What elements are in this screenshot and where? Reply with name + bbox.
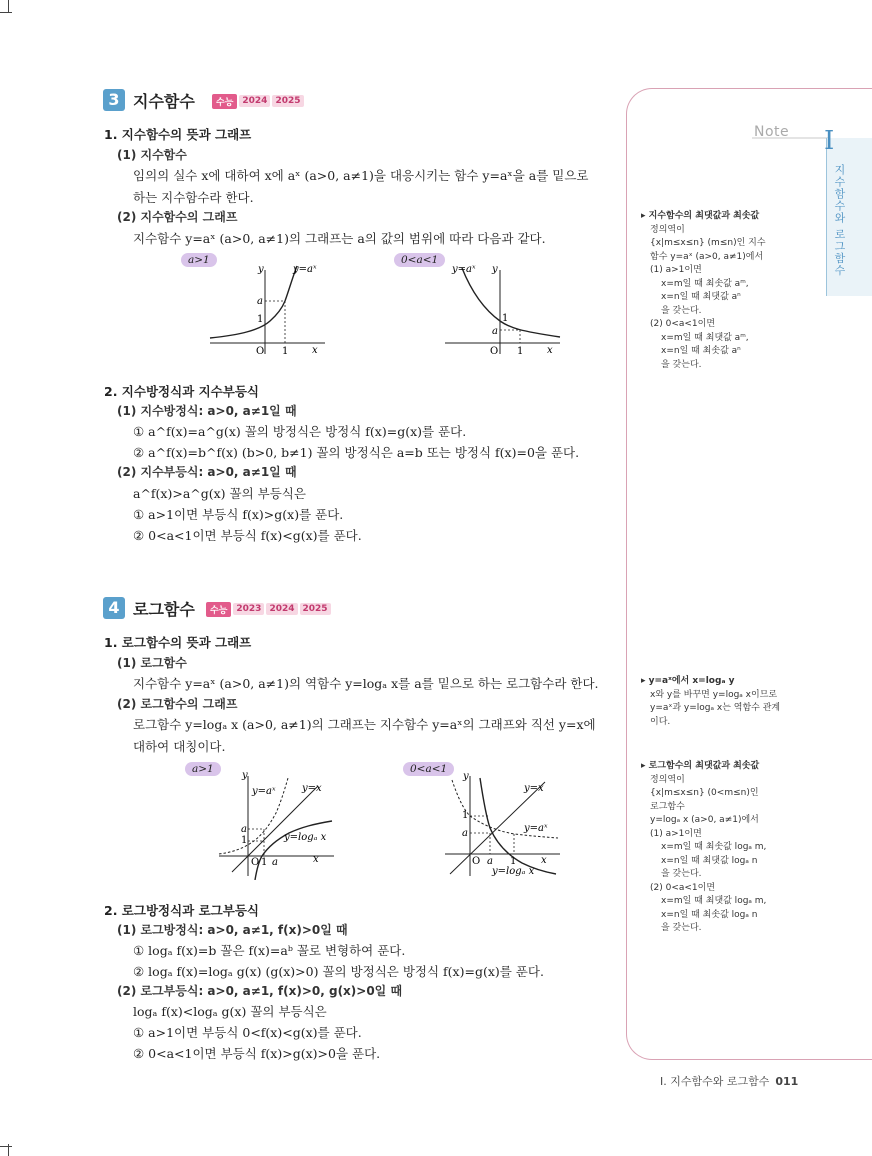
paragraph-line: logₐ f(x)<logₐ g(x) 꼴의 부등식은 xyxy=(133,1004,327,1019)
note-line: 정의역이 xyxy=(650,774,685,785)
curve-label-log: y=logₐ x xyxy=(492,866,535,877)
log-graph-a-lt-1 xyxy=(440,768,565,880)
subsection-heading: 2. 지수방정식과 지수부등식 xyxy=(104,384,259,399)
section-number: 3 xyxy=(103,89,125,111)
paragraph-line: 로그함수 y=logₐ x (a>0, a≠1)의 그래프는 지수함수 y=aˣ의 그래프와 직선 y=x에 xyxy=(133,717,596,732)
origin-label: O xyxy=(251,857,260,868)
paragraph-line: 대하여 대칭이다. xyxy=(133,739,226,754)
tick-label-1: 1 xyxy=(510,856,517,867)
curve-label: y=aˣ xyxy=(452,264,476,275)
tick-label-a: a xyxy=(487,856,493,867)
item-label: (2) 로그함수의 그래프 xyxy=(117,697,238,711)
item-label: (1) 로그함수 xyxy=(117,656,187,670)
tick-label-1: 1 xyxy=(517,346,524,357)
axis-label-x: x xyxy=(313,854,319,865)
item-label: (2) 지수함수의 그래프 xyxy=(117,210,238,224)
tick-label-a: a xyxy=(257,296,263,307)
tick-label-1: 1 xyxy=(241,835,248,846)
condition-tag: 0<a<1 xyxy=(403,762,454,776)
year-badge: 2025 xyxy=(272,95,303,107)
paragraph-line: ② logₐ f(x)=logₐ g(x) (g(x)>0) 꼴의 방정식은 방정식 f(x)=g(x)를 푼다. xyxy=(133,964,544,979)
note-line: 을 갖는다. xyxy=(661,923,702,933)
exp-graph-a-lt-1 xyxy=(440,258,565,358)
crop-mark xyxy=(0,1146,12,1147)
note-line: 함수 y=aˣ (a>0, a≠1)에서 xyxy=(650,251,764,262)
axis-label-y: y xyxy=(258,264,264,275)
section-title: 로그함수 xyxy=(133,600,195,619)
exp-graph-a-gt-1 xyxy=(205,258,330,358)
paragraph-line: ② a^f(x)=b^f(x) (b>0, b≠1) 꼴의 방정식은 a=b 또는 방정식 f(x)=0을 푼다. xyxy=(133,445,580,460)
note-line: (2) 0<a<1이면 xyxy=(650,882,716,893)
condition-tag: 0<a<1 xyxy=(394,253,445,267)
curve-label-log: y=logₐ x xyxy=(284,832,327,843)
crop-mark xyxy=(8,0,9,12)
note-line: x=m일 때 최댓값 aᵐ, xyxy=(661,332,749,343)
subsection-heading: 1. 로그함수의 뜻과 그래프 xyxy=(104,635,252,650)
condition-tag: a>1 xyxy=(181,253,217,267)
suneung-badge: 수능 xyxy=(212,94,237,109)
year-badge: 2023 xyxy=(233,603,264,615)
note-line: 을 갖는다. xyxy=(661,305,702,316)
chapter-tab xyxy=(824,126,872,296)
page-number: 011 xyxy=(775,1075,799,1088)
tick-label-1: 1 xyxy=(462,810,469,821)
footer-chapter: I. 지수함수와 로그함수 xyxy=(660,1075,770,1088)
note-line: {x|m≤x≤n} (0<m≤n)인 xyxy=(650,788,759,798)
note-line: ▸ 로그함수의 최댓값과 최솟값 xyxy=(641,761,760,771)
note-line: ▸ y=aˣ에서 x=logₐ y xyxy=(641,676,735,686)
condition-tag: a>1 xyxy=(185,762,221,776)
note-line: {x|m≤x≤n} (m≤n)인 지수 xyxy=(650,238,766,248)
exam-tag xyxy=(212,93,304,109)
item-label: (1) 지수방정식: a>0, a≠1일 때 xyxy=(117,404,297,418)
paragraph-line: 임의의 실수 x에 대하여 x에 aˣ (a>0, a≠1)을 대응시키는 함수 y=aˣ을 a를 밑으로 xyxy=(133,168,589,183)
curve-label-line: y=x xyxy=(302,783,322,794)
chapter-title: 지수함수와 로그함수 xyxy=(833,164,846,277)
note-line: 을 갖는다. xyxy=(661,359,702,370)
note-line: 을 갖는다. xyxy=(661,869,702,879)
item-label: (1) 로그방정식: a>0, a≠1, f(x)>0일 때 xyxy=(117,923,348,937)
origin-label: O xyxy=(256,346,265,357)
tick-label-a: a xyxy=(272,857,278,868)
page-footer xyxy=(660,1073,798,1089)
item-label: (2) 로그부등식: a>0, a≠1, f(x)>0, g(x)>0일 때 xyxy=(117,984,403,998)
suneung-badge: 수능 xyxy=(206,602,231,617)
note-line: (2) 0<a<1이면 xyxy=(650,319,716,329)
curve-label-exp: y=aˣ xyxy=(252,786,276,797)
year-badge: 2024 xyxy=(266,603,297,615)
year-badge: 2025 xyxy=(300,603,331,615)
note-heading: Note xyxy=(754,124,790,140)
paragraph-line: ② 0<a<1이면 부등식 f(x)>g(x)>0을 푼다. xyxy=(133,1046,381,1061)
axis-label-x: x xyxy=(541,855,547,866)
origin-label: O xyxy=(472,856,481,867)
paragraph-line: a^f(x)>a^g(x) 꼴의 부등식은 xyxy=(133,486,306,501)
note-line: x=n일 때 최댓값 logₐ n xyxy=(661,855,758,866)
note-line: x=m일 때 최솟값 logₐ m, xyxy=(661,842,767,852)
paragraph-line: 하는 지수함수라 한다. xyxy=(133,190,254,205)
crop-mark xyxy=(0,12,12,13)
curve-label-line: y=x xyxy=(524,783,544,794)
exam-tag xyxy=(206,601,331,617)
note-line: (1) a>1이면 xyxy=(650,265,702,275)
note-underline xyxy=(752,132,832,142)
tick-label-1: 1 xyxy=(261,857,268,868)
subsection-heading: 2. 로그방정식과 로그부등식 xyxy=(104,903,259,918)
axis-label-y: y xyxy=(463,771,469,782)
note-line: 이다. xyxy=(650,716,671,727)
section-title: 지수함수 xyxy=(133,92,195,111)
tick-label-1: 1 xyxy=(282,346,289,357)
note-line: x=m일 때 최솟값 aᵐ, xyxy=(661,278,749,289)
section-number: 4 xyxy=(103,597,125,619)
paragraph-line: ① logₐ f(x)=b 꼴은 f(x)=aᵇ 꼴로 변형하여 푼다. xyxy=(133,943,406,958)
item-label: (1) 지수함수 xyxy=(117,148,187,162)
note-exp-minmax xyxy=(641,210,766,372)
axis-label-y: y xyxy=(242,770,248,781)
axis-label-y: y xyxy=(492,264,498,275)
curve-label-exp: y=aˣ xyxy=(524,823,548,834)
log-graph-a-gt-1 xyxy=(214,768,339,880)
item-label: (2) 지수부등식: a>0, a≠1일 때 xyxy=(117,465,297,479)
paragraph-line: ① a>1이면 부등식 f(x)>g(x)를 푼다. xyxy=(133,507,344,522)
axis-label-x: x xyxy=(312,345,318,356)
note-line: 로그함수 xyxy=(650,801,685,812)
origin-label: O xyxy=(490,346,499,357)
tick-label-a: a xyxy=(462,828,468,839)
note-line: x=n일 때 최솟값 aⁿ xyxy=(661,346,741,356)
note-line: x=n일 때 최솟값 logₐ n xyxy=(661,909,758,920)
tick-label-a: a xyxy=(241,824,247,835)
year-badge: 2024 xyxy=(239,95,270,107)
subsection-heading: 1. 지수함수의 뜻과 그래프 xyxy=(104,127,252,142)
tick-label-a: a xyxy=(492,326,498,337)
note-line: ▸ 지수함수의 최댓값과 최솟값 xyxy=(641,211,760,221)
paragraph-line: 지수함수 y=aˣ (a>0, a≠1)의 그래프는 a의 값의 범위에 따라 다음과 같다. xyxy=(133,231,546,246)
note-line: y=aˣ과 y=logₐ x는 역함수 관계 xyxy=(650,703,781,713)
paragraph-line: ② 0<a<1이면 부등식 f(x)<g(x)를 푼다. xyxy=(133,528,362,543)
tick-label-1: 1 xyxy=(257,314,264,325)
curve-label: y=aˣ xyxy=(293,264,317,275)
note-line: (1) a>1이면 xyxy=(650,828,702,839)
tick-label-1: 1 xyxy=(502,313,509,324)
note-log-minmax xyxy=(641,760,766,936)
note-inverse xyxy=(641,675,780,729)
axis-label-x: x xyxy=(547,345,553,356)
chapter-roman: I xyxy=(824,126,835,156)
note-line: y=logₐ x (a>0, a≠1)에서 xyxy=(650,815,759,825)
paragraph-line: ① a^f(x)=a^g(x) 꼴의 방정식은 방정식 f(x)=g(x)를 푼다. xyxy=(133,424,467,439)
note-line: 정의역이 xyxy=(650,224,685,235)
note-line: x와 y를 바꾸면 y=logₐ x이므로 xyxy=(650,689,778,700)
note-line: x=n일 때 최댓값 aⁿ xyxy=(661,292,741,302)
note-line: x=m일 때 최댓값 logₐ m, xyxy=(661,896,767,906)
paragraph-line: 지수함수 y=aˣ (a>0, a≠1)의 역함수 y=logₐ x를 a를 밑으로 하는 로그함수라 한다. xyxy=(133,676,599,691)
paragraph-line: ① a>1이면 부등식 0<f(x)<g(x)를 푼다. xyxy=(133,1025,362,1040)
